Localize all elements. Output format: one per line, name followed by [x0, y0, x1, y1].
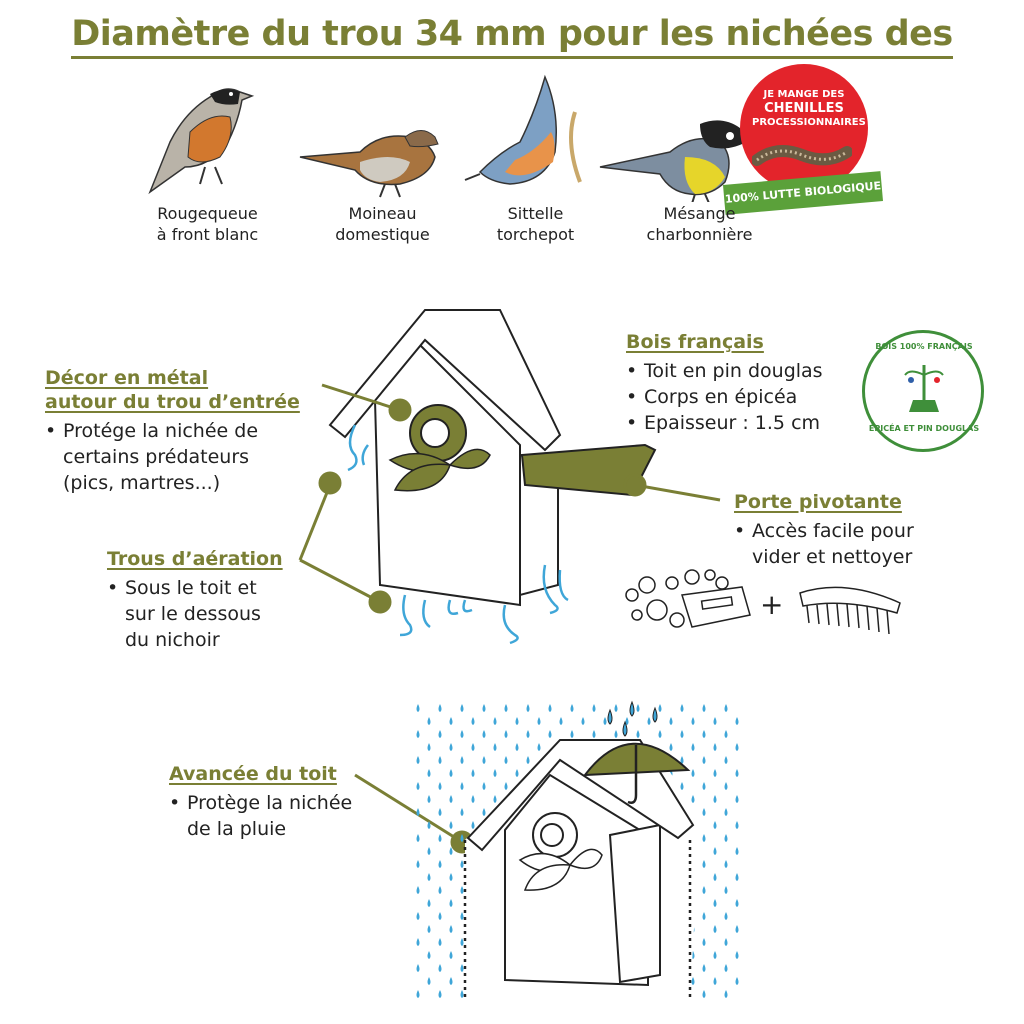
bird-label-nuthatch: Sittelle torchepot: [496, 204, 575, 244]
door-bullets: • Accès facile pour vider et nettoyer: [734, 518, 914, 570]
brush-icon: [795, 578, 907, 640]
bird-label-redstart: Rougequeue à front blanc: [156, 204, 259, 244]
bird-label-great-tit: Mésange charbonnière: [646, 204, 753, 244]
biological-control-ribbon: 100% LUTTE BIOLOGIQUE: [723, 171, 883, 215]
rain-illustration: [410, 700, 740, 1000]
door-heading: Porte pivotante: [734, 491, 902, 513]
decor-section: [45, 366, 300, 496]
logo-bottom-text: ÉPICÉA ET PIN DOUGLAS: [868, 424, 980, 433]
aeration-heading: Trous d’aération: [107, 548, 283, 570]
soap-icon: [622, 565, 752, 640]
caterpillar-badge-text: JE MANGE DES CHENILLES PROCESSIONNAIRES: [752, 89, 866, 128]
decor-bullets: • Protége la nichée de certains prédateurs (pics, martres...): [45, 418, 300, 496]
tree-stump-icon: [895, 360, 953, 418]
roof-section: [169, 762, 352, 842]
wood-section: [626, 330, 823, 436]
aeration-bullets: • Sous le toit et sur le dessous du nichoir: [107, 575, 283, 653]
decor-heading: Décor en métal autour du trou d’entrée: [45, 367, 300, 413]
roof-heading: Avancée du toit: [169, 763, 337, 785]
page-title: Diamètre du trou 34 mm pour les nichées des: [0, 14, 1024, 54]
bird-label-sparrow: Moineau domestique: [335, 204, 430, 244]
aeration-section: [107, 547, 283, 653]
roof-bullets: • Protège la nichée de la pluie: [169, 790, 352, 842]
door-section: [734, 490, 914, 570]
wood-heading: Bois français: [626, 331, 764, 353]
logo-top-text: BOIS 100% FRANÇAIS: [875, 342, 973, 351]
plus-sign: +: [760, 588, 784, 621]
wood-bullets: • Toit en pin douglas • Corps en épicéa • Epaisseur : 1.5 cm: [626, 358, 823, 436]
